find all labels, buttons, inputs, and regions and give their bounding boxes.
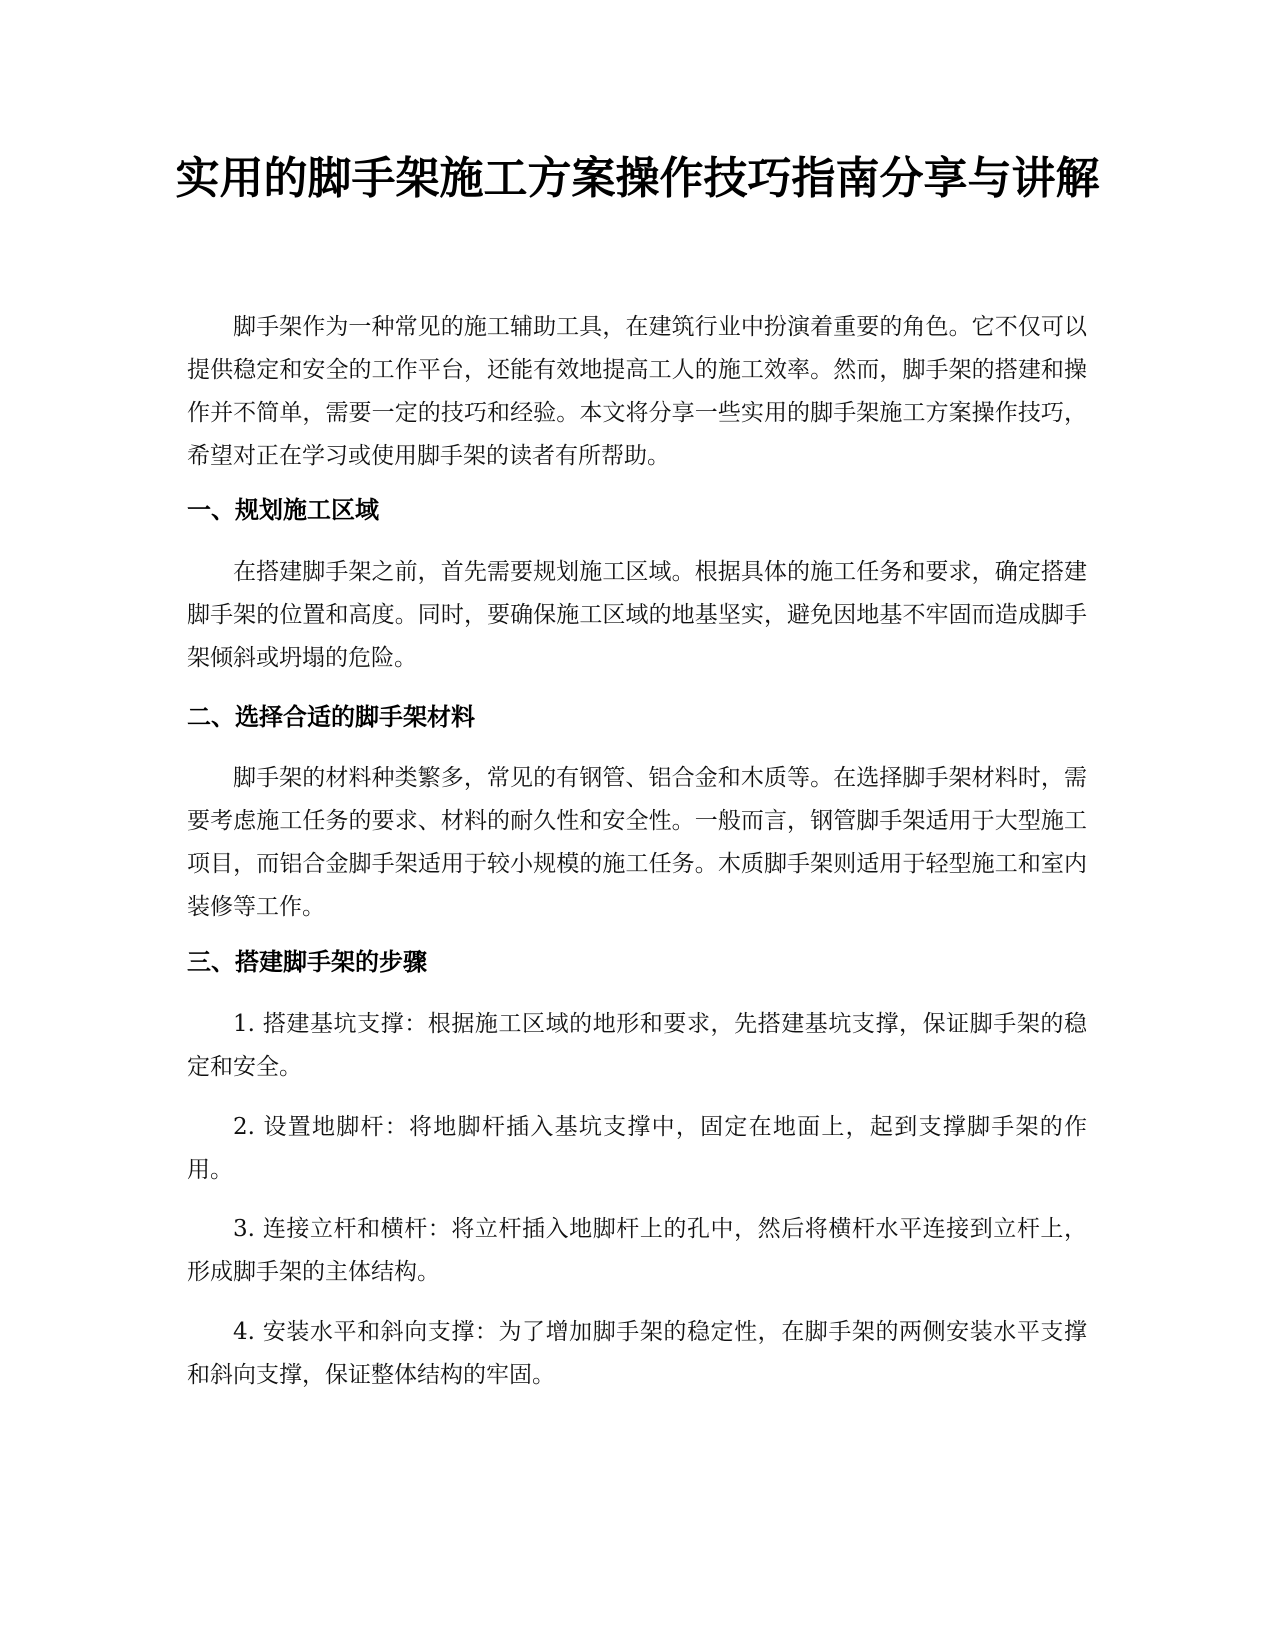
section-heading-steps: 三、搭建脚手架的步骤 (187, 948, 427, 976)
step-item-1: 1. 搭建基坑支撑：根据施工区域的地形和要求，先搭建基坑支撑，保证脚手架的稳定和安全。 (187, 1011, 1087, 1080)
section-heading-materials: 二、选择合适的脚手架材料 (187, 703, 475, 731)
section-heading-planning: 一、规划施工区域 (187, 496, 379, 524)
section-paragraph-planning: 在搭建脚手架之前，首先需要规划施工区域。根据具体的施工任务和要求，确定搭建脚手架的位置和高度。同时，要确保施工区域的地基坚实，避免因地基不牢固而造成脚手架倾斜或坍塌的危险。 (187, 559, 1087, 671)
step-item-2: 2. 设置地脚杆：将地脚杆插入基坑支撑中，固定在地面上，起到支撑脚手架的作用。 (187, 1114, 1087, 1183)
step-item-3: 3. 连接立杆和横杆：将立杆插入地脚杆上的孔中，然后将横杆水平连接到立杆上，形成脚手架的主体结构。 (187, 1216, 1087, 1285)
document-title: 实用的脚手架施工方案操作技巧指南分享与讲解 (175, 153, 1100, 204)
step-item-4: 4. 安装水平和斜向支撑：为了增加脚手架的稳定性，在脚手架的两侧安装水平支撑和斜向支撑，保证整体结构的牢固。 (187, 1319, 1087, 1388)
intro-paragraph: 脚手架作为一种常见的施工辅助工具，在建筑行业中扮演着重要的角色。它不仅可以提供稳定和安全的工作平台，还能有效地提高工人的施工效率。然而，脚手架的搭建和操作并不简单，需要一定的技巧和经验。本文将分享一些实用的脚手架施工方案操作技巧，希望对正在学习或使用脚手架的读者有所帮助。 (187, 314, 1087, 469)
section-paragraph-materials: 脚手架的材料种类繁多，常见的有钢管、铝合金和木质等。在选择脚手架材料时，需要考虑施工任务的要求、材料的耐久性和安全性。一般而言，钢管脚手架适用于大型施工项目，而铝合金脚手架适用于较小规模的施工任务。木质脚手架则适用于轻型施工和室内装修等工作。 (187, 765, 1087, 920)
